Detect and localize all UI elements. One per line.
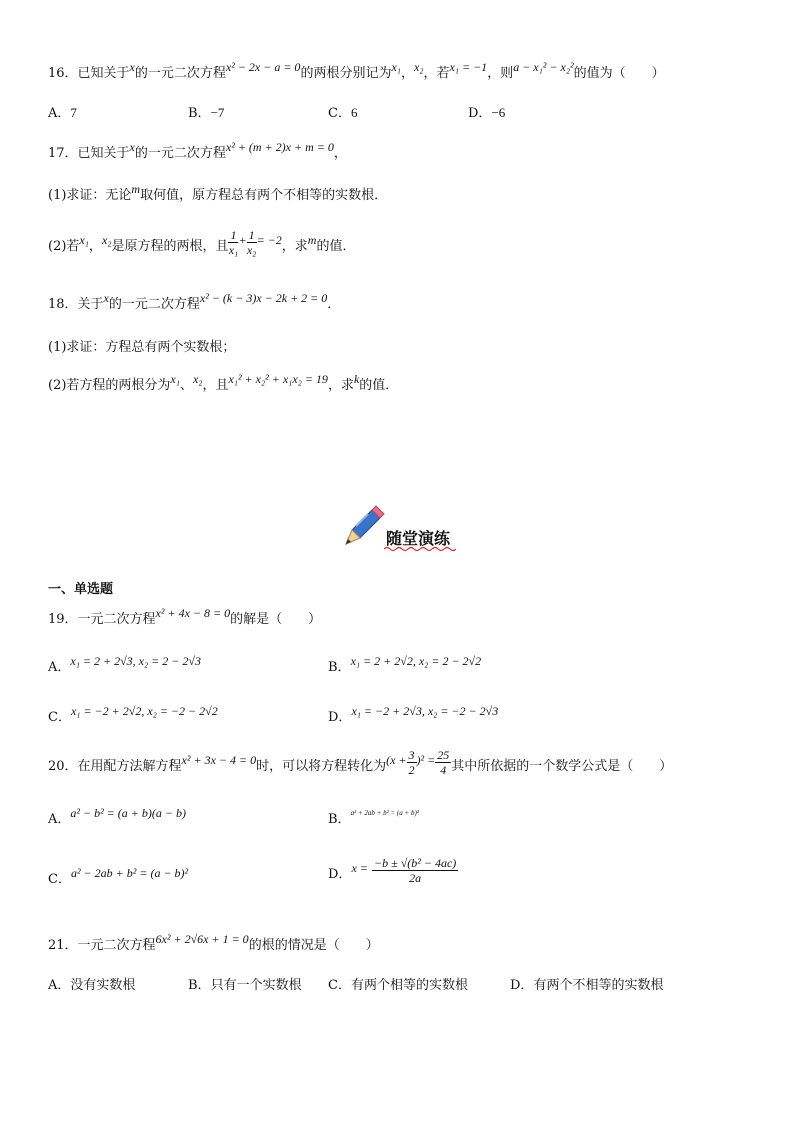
text-span: (2)若	[48, 239, 80, 254]
text-span: x₁ = 2 + 2√2, x₂ = 2 − 2√2	[350, 654, 482, 668]
text-span: +	[238, 233, 247, 247]
text-span: ，	[333, 146, 347, 161]
q20-option-d[interactable]	[328, 856, 458, 889]
text-span: B．	[188, 978, 211, 993]
text-span: 的一元二次方程	[134, 66, 226, 81]
text-span: D．	[510, 978, 534, 993]
q17-fraction-1	[228, 228, 238, 257]
q21-stem	[48, 934, 379, 953]
q16-option-c[interactable]	[328, 102, 357, 121]
text-span: B．	[328, 660, 351, 675]
text-span: (2)若方程的两根分为	[48, 378, 171, 393]
text-span: 时，可以将方程转化为	[256, 759, 387, 774]
var-x: x	[129, 60, 135, 74]
text-span: 有两个不相等的实数根	[533, 978, 664, 993]
text-span: 7	[70, 105, 77, 120]
text-span: = −2	[256, 233, 282, 247]
text-span: x₁ = 2 + 2√3, x₂ = 2 − 2√3	[70, 654, 201, 668]
q16-option-a[interactable]	[48, 102, 77, 121]
text-span: ．	[327, 297, 341, 312]
text-span: x₁	[228, 243, 239, 257]
q19-option-c[interactable]	[48, 706, 218, 725]
q21-option-a[interactable]	[48, 974, 135, 993]
q17-fraction-2	[247, 228, 257, 257]
q17-stem	[48, 142, 347, 161]
text-span: B．	[188, 106, 211, 121]
q16-expression: a − x₁² − x₂²	[513, 60, 574, 74]
text-span: A．	[48, 660, 71, 675]
text-span: a² − b² = (a + b)(a − b)	[70, 806, 186, 820]
text-span: ，且	[202, 378, 229, 393]
text-span: C．	[48, 710, 71, 725]
text-span: D．	[328, 867, 352, 882]
text-span: C．	[328, 978, 351, 993]
text-span: m	[307, 233, 317, 247]
text-span: (1)求证：方程总有两个实数根；	[48, 340, 236, 355]
text-span: C．	[328, 106, 351, 121]
text-span: 19．一元二次方程	[48, 612, 156, 627]
q20-equation: x² + 3x − 4 = 0	[181, 753, 257, 767]
text-span: 2	[408, 763, 415, 777]
text-span: x₁ = −2 + 2√2, x₂ = −2 − 2√2	[70, 704, 218, 718]
q17-part1	[48, 184, 387, 203]
text-span: a² − 2ab + b² = (a − b)²	[70, 866, 189, 880]
q21-option-b[interactable]	[188, 974, 302, 993]
text-span: 有两个相等的实数根	[350, 978, 468, 993]
text-span: B．	[328, 812, 351, 827]
text-span: x₂	[246, 243, 257, 257]
var-x2: x₂	[413, 60, 424, 74]
text-span: 的一元二次方程	[134, 146, 226, 161]
q21-option-c[interactable]	[328, 974, 468, 993]
q17-equation: x² + (m + 2)x + m = 0	[225, 140, 334, 154]
text-span: ，若	[423, 66, 450, 81]
text-span: 6	[350, 105, 358, 120]
text-span: 没有实数根	[70, 978, 136, 993]
text-span: x	[103, 291, 109, 305]
text-span: ，	[400, 66, 414, 81]
text-span: ，	[88, 239, 102, 254]
text-span: 1	[248, 228, 255, 242]
text-span: ，求	[281, 239, 308, 254]
text-span: x₂	[101, 233, 112, 247]
text-span: x =	[351, 861, 368, 875]
q21-equation: 6x² + 2√6x + 1 = 0	[155, 932, 249, 946]
var-x1: x₁	[391, 60, 401, 74]
q16-condition: x₁ = −1	[449, 60, 488, 74]
q19-option-d[interactable]	[328, 706, 498, 725]
text-span: 的值．	[359, 378, 399, 393]
q20-option-b[interactable]	[328, 808, 419, 827]
q18-equation: x² − (k − 3)x − 2k + 2 = 0	[199, 291, 328, 305]
text-span: 4	[440, 763, 447, 777]
text-span: m	[131, 182, 141, 196]
q18-condition: x₁² + x₂² + x₁x₂ = 19	[228, 372, 328, 386]
text-span: x₁	[170, 372, 180, 386]
q16-equation: x² − 2x − a = 0	[225, 60, 301, 74]
q19-stem	[48, 608, 321, 627]
text-span: 16．已知关于	[48, 66, 130, 81]
text-span: D．	[328, 710, 352, 725]
text-span: 17．已知关于	[48, 146, 130, 161]
q20-option-a[interactable]	[48, 808, 186, 827]
text-span: −b ± √(b² − 4ac)	[374, 856, 457, 870]
text-span: C．	[48, 872, 71, 887]
text-span: 的根的情况是（ ）	[248, 938, 379, 953]
text-span: k	[353, 372, 360, 386]
q20-fraction-3-2	[407, 748, 417, 777]
text-span: x₁	[79, 233, 89, 247]
q20-stem	[48, 748, 673, 781]
text-span: 21．一元二次方程	[48, 938, 156, 953]
q20-option-c[interactable]	[48, 868, 188, 887]
q18-part1	[48, 336, 235, 355]
text-span: 、	[179, 378, 193, 393]
text-span: 取何值，原方程总有两个不相等的实数根．	[140, 188, 388, 203]
q16-option-b[interactable]	[188, 102, 224, 121]
q21-option-d[interactable]	[510, 974, 663, 993]
q19-option-a[interactable]	[48, 656, 201, 675]
text-span: (1)求证：无论	[48, 188, 132, 203]
text-span: 的一元二次方程	[108, 297, 200, 312]
text-span: 的值为（ ）	[573, 66, 665, 81]
text-span: 25	[437, 748, 450, 762]
text-span: A．	[48, 978, 71, 993]
text-span: 是原方程的两根，且	[111, 239, 229, 254]
text-span: ，则	[487, 66, 514, 81]
text-span: 的值．	[316, 239, 356, 254]
q16-stem	[48, 62, 665, 81]
quadratic-formula	[372, 856, 458, 885]
text-span: x	[129, 140, 135, 154]
text-span: 的解是（ ）	[230, 612, 322, 627]
text-span: a² + 2ab + b² = (a + b)²	[350, 809, 419, 817]
pencil-icon	[338, 504, 388, 550]
text-span: 2a	[409, 871, 422, 885]
text-span: 3	[408, 748, 415, 762]
q18-part2	[48, 374, 398, 393]
text-span: 的两根分别记为	[300, 66, 392, 81]
text-span: 其中所依据的一个数学公式是（ ）	[451, 759, 673, 774]
q16-option-d[interactable]	[468, 102, 505, 121]
text-span: (x +	[386, 753, 407, 767]
text-span: D．	[468, 106, 492, 121]
text-span: 1	[230, 228, 237, 242]
q19-option-b[interactable]	[328, 656, 481, 675]
q17-part2	[48, 228, 356, 261]
banner-title: 随堂演练	[386, 529, 451, 548]
text-span: x₂	[192, 372, 203, 386]
q19-equation: x² + 4x − 8 = 0	[155, 606, 231, 620]
text-span: −7	[210, 105, 225, 120]
q18-stem	[48, 293, 340, 312]
text-span: )² =	[416, 753, 436, 767]
text-span: A．	[48, 812, 71, 827]
text-span: −6	[491, 105, 506, 120]
text-span: 18．关于	[48, 297, 104, 312]
wavy-underline-icon	[384, 546, 456, 552]
text-span: x₁ = −2 + 2√3, x₂ = −2 − 2√3	[351, 704, 499, 718]
text-span: ，求	[327, 378, 354, 393]
text-span: A．	[48, 106, 71, 121]
practice-banner	[338, 502, 468, 554]
q20-fraction-25-4	[435, 748, 451, 777]
section-title: 一、单选题	[48, 582, 114, 597]
text-span: 只有一个实数根	[210, 978, 302, 993]
text-span: 20．在用配方法解方程	[48, 759, 182, 774]
